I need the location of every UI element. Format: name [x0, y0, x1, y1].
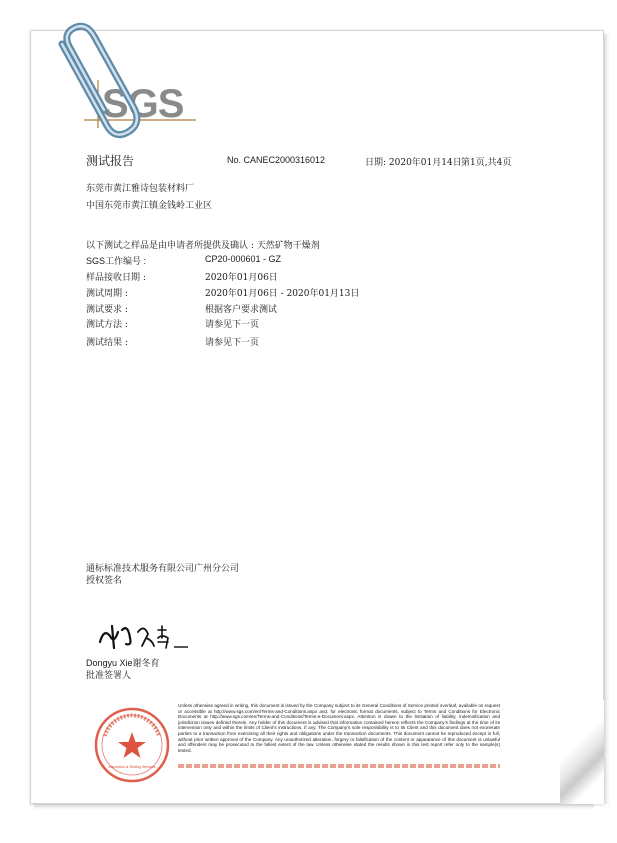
sample-intro: 以下测试之样品是由申请者所提供及确认 : 天然矿物干燥剂: [86, 241, 320, 251]
terms-fine-print: Unless otherwise agreed in writing, this document is issued by the Company subject to its General Conditions of Service printed overleaf, available on request or accessible at http://www.sgs.com/en/Terms-and-Conditions.aspx and, for electronic format documents, subject to Terms and Conditions for Electronic Documents at http://www.sgs.com/en/Terms-and-Conditions/Terms-e-Document.aspx. Attention is drawn to the limitation of liability, indemnification and jurisdiction issues defined therein. Any holder of this document is advised that information contained hereon reflects the Company's findings at the time of its intervention only and within the limits of Client's instructions, if any. The Company's sole responsibility is to its Client and this document does not exonerate parties to a transaction from exercising all their rights and obligations under the transaction documents. This document cannot be reproduced except in full, without prior written approval of the Company. Any unauthorized alteration, forgery or falsification of the content or appearance of this document is unlawful and offenders may be prosecuted to the fullest extent of the law. Unless otherwise stated the results shown in this test report refer only to the sample(s) tested.: [178, 703, 500, 753]
field-value: 请参见下一页: [205, 320, 260, 330]
field-value: 请参见下一页: [205, 338, 260, 348]
client-name: 东莞市黄江雅诗包装材料厂: [86, 184, 195, 194]
document-page: [30, 30, 604, 804]
field-label: 测试周期 :: [86, 289, 128, 299]
field-label: 测试方法 :: [86, 320, 128, 330]
field-value: 根据客户要求测试: [205, 305, 278, 315]
page-indicator: 第1页,共4页: [461, 158, 512, 168]
company-seal-stamp: [93, 706, 171, 784]
handwritten-signature: [92, 620, 202, 654]
client-address: 中国东莞市黄江镇金钱岭工业区: [86, 201, 213, 211]
field-label: SGS工作编号 :: [86, 256, 147, 266]
report-date: 日期: 2020年01月14日: [365, 158, 462, 168]
stamp-caption: Inspection & Testing Services: [108, 765, 156, 769]
field-value: 2020年01月06日: [205, 273, 278, 283]
report-title: 测试报告: [86, 154, 135, 168]
page-curl: [560, 700, 604, 804]
signatory-name: Dongyu Xie谢冬育: [86, 658, 160, 668]
report-number: No. CANEC2000316012: [227, 155, 326, 165]
field-label: 测试结果 :: [86, 338, 128, 348]
fine-print-red-line: [178, 764, 500, 768]
sgs-logo-text: SGS: [102, 82, 184, 126]
field-label: 测试要求 :: [86, 305, 128, 315]
paperclip-icon: [44, 14, 154, 144]
company-name: 通标标准技术服务有限公司广州分公司: [86, 564, 240, 574]
authorized-signature-label: 授权签名: [86, 576, 123, 586]
field-label: 样品接收日期 :: [86, 273, 146, 283]
signatory-role: 批准签署人: [86, 671, 132, 681]
field-value: 2020年01月06日 - 2020年01月13日: [205, 289, 360, 299]
field-value: CP20-000601 - GZ: [205, 254, 282, 264]
